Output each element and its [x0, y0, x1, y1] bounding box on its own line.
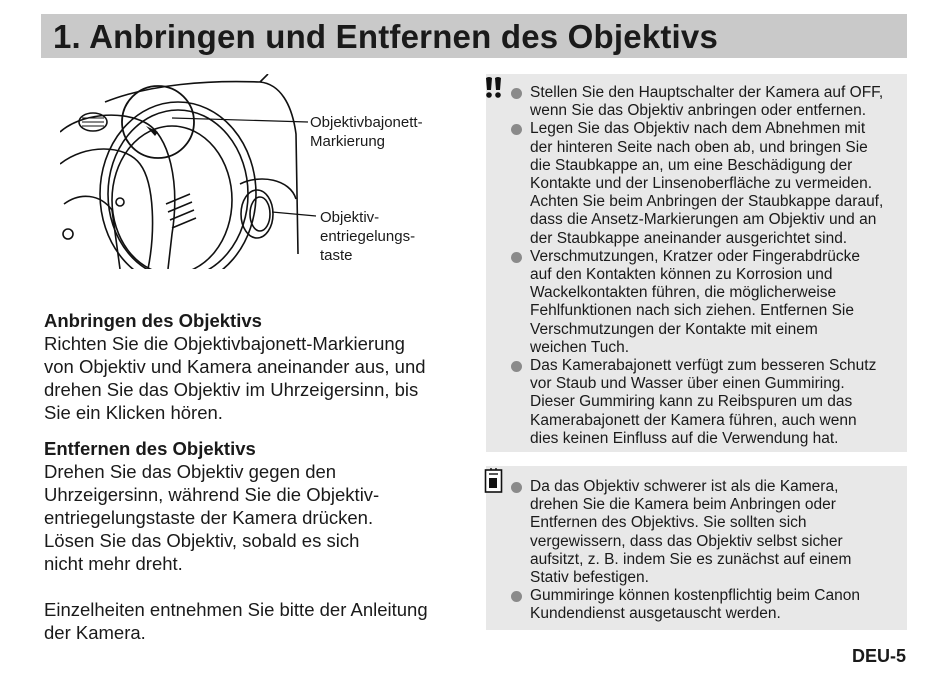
bullet-icon	[511, 361, 522, 372]
bullet-icon	[511, 88, 522, 99]
callout-mount-marking: Objektivbajonett- Markierung	[310, 114, 423, 150]
note-box	[486, 466, 907, 630]
attach-text-line: von Objektiv und Kamera aneinander aus, und	[44, 356, 426, 377]
list-item: Stellen Sie den Hauptschalter der Kamera auf OFF, wenn Sie das Objektiv anbringen oder entfernen.	[530, 84, 883, 120]
remove-text-line: Uhrzeigersinn, während Sie die Objektiv-	[44, 484, 380, 505]
attach-text-line: drehen Sie das Objektiv im Uhrzeigersinn, bis	[44, 379, 419, 400]
bullet-icon	[511, 482, 522, 493]
remove-section	[44, 437, 464, 575]
attach-text-line: Sie ein Klicken hören.	[44, 402, 223, 423]
attach-text-line: Richten Sie die Objektivbajonett-Markierung	[44, 333, 405, 354]
list-item: Das Kamerabajonett verfügt zum besseren Schutz vor Staub und Wasser über einen Gummiring. Dieser Gummiring kann zu Reibspuren um das Kamerabajonett der Kamera führen, auch wenn dies keinen Einfluss auf die Verwendung hat.	[530, 357, 883, 448]
caution-icon	[484, 76, 506, 100]
bullet-icon	[511, 591, 522, 602]
memo-icon	[484, 468, 504, 494]
caution-list	[530, 84, 883, 448]
remove-heading: Entfernen des Objektivs	[44, 438, 256, 459]
bullet-icon	[511, 252, 522, 263]
remove-text-line: entriegelungstaste der Kamera drücken.	[44, 507, 374, 528]
callout-release-button: Objektiv- entriegelungs- taste	[320, 209, 416, 264]
details-text-line: der Kamera.	[44, 622, 146, 643]
remove-text-line: Lösen Sie das Objektiv, sobald es sich	[44, 530, 360, 551]
list-item: Legen Sie das Objektiv nach dem Abnehmen mit der hinteren Seite nach oben ab, und bringen Sie die Staubkappe an, um eine Beschädigung der Kontakte und der Linsenoberfläche zu vermeiden. Achten Sie beim Anbringen der Staubkappe darauf, dass die Ansetz-Markierungen am Objektiv und an der Staubkappe aneinander ausgerichtet sind.	[530, 120, 883, 247]
attach-section	[44, 309, 464, 424]
remove-text-line: Drehen Sie das Objektiv gegen den	[44, 461, 337, 482]
caution-box	[486, 74, 907, 452]
list-item: Gummiringe können kostenpflichtig beim Canon Kundendienst ausgetauscht werden.	[530, 587, 860, 623]
list-item: Da das Objektiv schwerer ist als die Kamera, drehen Sie die Kamera beim Anbringen oder Entfernen des Objektivs. Sie sollten sich vergewissern, dass das Objektiv selbst sicher aufsitzt, z. B. indem Sie es zunächst auf einem Stativ befestigen.	[530, 478, 860, 587]
bullet-icon	[511, 124, 522, 135]
attach-heading: Anbringen des Objektivs	[44, 310, 262, 331]
page-title: 1. Anbringen und Entfernen des Objektivs	[53, 18, 719, 55]
list-item: Verschmutzungen, Kratzer oder Fingerabdrücke auf den Kontakten können zu Korrosion und Wackelkontakten führen, die möglicherweise Fehlfunktionen nach sich ziehen. Entfernen Sie Verschmutzungen der Kontakte mit einem weichen Tuch.	[530, 248, 883, 357]
title-bar	[41, 14, 907, 58]
details-text-line: Einzelheiten entnehmen Sie bitte der Anleitung	[44, 599, 428, 620]
details-section	[44, 598, 464, 644]
page-number: DEU-5	[851, 646, 906, 666]
remove-text-line: nicht mehr dreht.	[44, 553, 183, 574]
note-list	[530, 478, 860, 624]
